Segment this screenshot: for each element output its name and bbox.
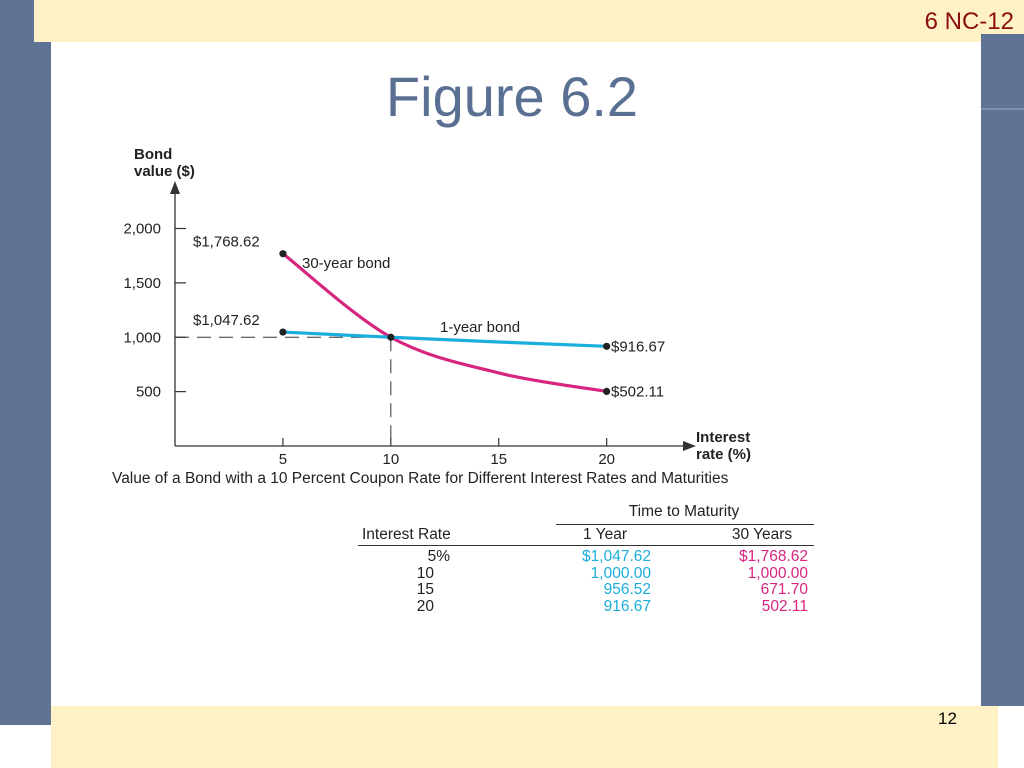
table-cell-1yr: 1,000.00 — [590, 565, 651, 582]
y-tick-label: 2,000 — [123, 220, 161, 238]
x-axis-label: Interest — [696, 429, 751, 446]
series-label-1yr: 1-year bond — [440, 319, 521, 336]
page-number: 12 — [938, 709, 957, 728]
x-axis-label: rate (%) — [696, 446, 752, 463]
data-label-start: $1,047.62 — [193, 312, 260, 330]
data-point — [603, 388, 610, 395]
x-tick-label: 10 — [382, 451, 400, 468]
bottom-frame-bar — [51, 706, 998, 768]
data-point — [279, 250, 286, 257]
table-header-1yr: 1 Year — [583, 526, 627, 543]
x-tick-label: 20 — [598, 451, 616, 468]
x-tick-label: 5 — [278, 451, 288, 468]
data-label-start: $1,768.62 — [193, 233, 260, 251]
table-cell-1yr: 916.67 — [603, 598, 651, 615]
table-cell-rate: 5% — [427, 548, 450, 565]
data-point — [603, 343, 610, 350]
y-axis-arrowhead — [170, 181, 180, 194]
table-cell-30yr: $1,768.62 — [739, 548, 808, 565]
data-point — [279, 328, 286, 335]
y-axis-label: value ($) — [134, 163, 195, 180]
table-cell-30yr: 671.70 — [760, 581, 808, 598]
table-group-header: Time to Maturity — [628, 503, 740, 520]
table-cell-rate: 10 — [416, 565, 434, 582]
y-axis-label: Bond — [134, 146, 173, 163]
table-header-rate: Interest Rate — [362, 526, 451, 543]
table-cell-rate: 15 — [416, 581, 434, 598]
data-point — [387, 334, 394, 341]
table-cell-30yr: 1,000.00 — [747, 565, 808, 582]
y-tick-label: 1,500 — [123, 274, 161, 292]
data-label-end: $502.11 — [611, 383, 665, 401]
series-label-30yr: 30-year bond — [302, 255, 391, 272]
table-group-rule — [556, 524, 814, 525]
table-header-rule — [358, 545, 814, 546]
table-cell-rate: 20 — [416, 598, 434, 615]
table-header-30yr: 30 Years — [731, 526, 793, 543]
slide-title: Figure 6.2 — [385, 65, 639, 128]
table-cell-1yr: $1,047.62 — [582, 548, 651, 565]
table-cell-30yr: 502.11 — [761, 598, 808, 615]
y-tick-label: 500 — [135, 383, 161, 401]
slide-tag: 6 NC-12 — [924, 8, 1014, 35]
data-label-end: $916.67 — [611, 338, 666, 356]
x-axis-arrowhead — [683, 441, 696, 451]
y-tick-label: 1,000 — [123, 329, 161, 347]
x-tick-label: 15 — [490, 451, 508, 468]
chart-caption: Value of a Bond with a 10 Percent Coupon Rate for Different Interest Rates and Maturities — [112, 470, 729, 487]
table-cell-1yr: 956.52 — [603, 581, 651, 598]
